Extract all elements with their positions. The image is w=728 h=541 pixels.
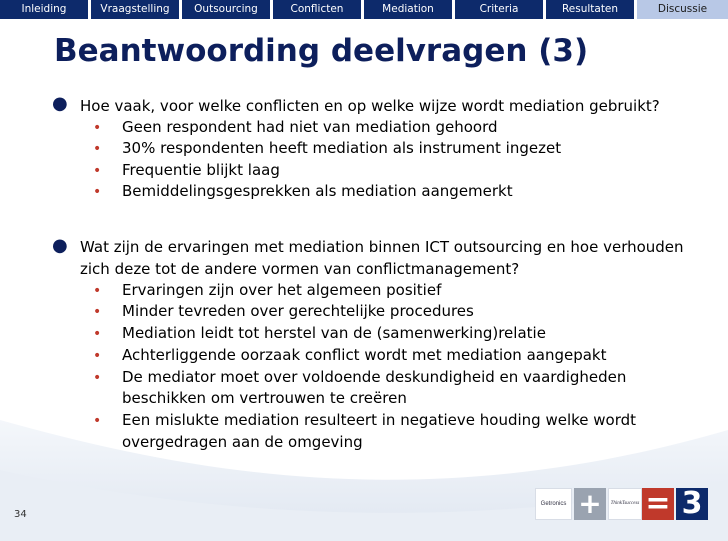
q1-point: Bemiddelingsgesprekken als mediation aangemerkt (122, 182, 513, 200)
sub-bullet-dot: • (93, 370, 102, 386)
q2-point: De mediator moet over voldoende deskundigheid en vaardigheden (122, 368, 627, 386)
getronics-logo (535, 488, 572, 520)
q2-point: Achterliggende oorzaak conflict wordt met mediation aangepakt (122, 346, 607, 364)
q2-point: Een mislukte mediation resulteert in negatieve houding welke wordt (122, 411, 637, 429)
q2-point-continued: beschikken om vertrouwen te creëren (122, 389, 407, 407)
q2-point: Minder tevreden over gerechtelijke procedures (122, 302, 474, 320)
equals-sign: = (642, 488, 674, 520)
q2-point: Ervaringen zijn over het algemeen positief (122, 281, 442, 299)
tab-discussie[interactable]: Discussie (637, 0, 728, 19)
section-nav (0, 0, 728, 20)
q1-point: Frequentie blijkt laag (122, 161, 280, 179)
question-1: Hoe vaak, voor welke conflicten en op welke wijze wordt mediation gebruikt? (80, 97, 660, 115)
q1-point: Geen respondent had niet van mediation gehoord (122, 118, 498, 136)
slide-title: Beantwoording deelvragen (3) (54, 33, 589, 69)
sub-bullet-dot: • (93, 413, 102, 429)
tab-mediation[interactable]: Mediation (364, 0, 452, 19)
question-2-line-2: zich deze tot de andere vormen van conflictmanagement? (80, 260, 520, 278)
tab-criteria[interactable]: Criteria (455, 0, 543, 19)
bullet-dot: ● (52, 93, 68, 114)
tab-outsourcing[interactable]: Outsourcing (182, 0, 270, 19)
tab-vraagstelling[interactable]: Vraagstelling (91, 0, 179, 19)
q2-point-continued: overgedragen aan de omgeving (122, 433, 363, 451)
sub-bullet-dot: • (93, 348, 102, 364)
thinktsuccess-logo-text: ThinkTsuccess (610, 501, 640, 506)
tab-conflicten[interactable]: Conflicten (273, 0, 361, 19)
sub-bullet-dot: • (93, 304, 102, 320)
sub-bullet-dot: • (93, 326, 102, 342)
tab-resultaten[interactable]: Resultaten (546, 0, 634, 19)
bullet-dot: ● (52, 235, 68, 256)
plus-sign: + (574, 488, 606, 520)
sub-bullet-dot: • (93, 184, 102, 200)
question-2-line-1: Wat zijn de ervaringen met mediation binnen ICT outsourcing en hoe verhouden (80, 238, 684, 256)
sub-bullet-dot: • (93, 141, 102, 157)
sub-bullet-dot: • (93, 120, 102, 136)
thinktsuccess-logo (608, 488, 642, 520)
sub-bullet-dot: • (93, 163, 102, 179)
q1-point: 30% respondenten heeft mediation als instrument ingezet (122, 139, 562, 157)
number-three-badge: 3 (676, 488, 708, 520)
tab-inleiding[interactable]: Inleiding (0, 0, 88, 19)
getronics-logo-text: Getronics (540, 501, 567, 507)
q2-point: Mediation leidt tot herstel van de (samenwerking)relatie (122, 324, 546, 342)
page-number: 34 (14, 509, 27, 520)
sub-bullet-dot: • (93, 283, 102, 299)
